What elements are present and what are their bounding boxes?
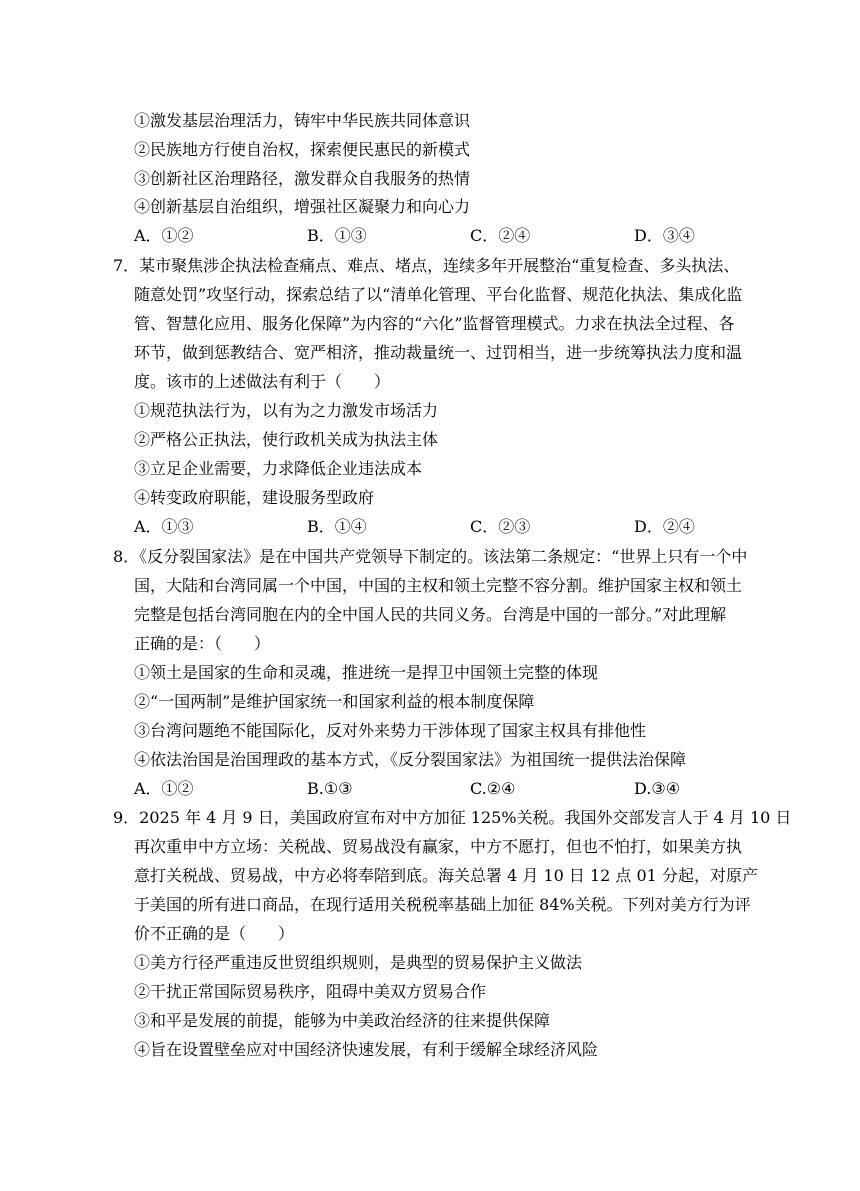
q9-stem-line-4: 于美国的所有进口商品，在现行适用关税税率基础上加征 84%关税。下列对美方行为评 <box>134 895 751 914</box>
q6-option-a: A．①② <box>134 226 194 245</box>
q6-option-c: C．②④ <box>470 226 531 245</box>
q8-stem-line-2: 国，大陆和台湾同属一个中国，中国的主权和领土完整不容分割。维护国家主权和领土 <box>134 576 743 595</box>
q8-item-1: ①领土是国家的生命和灵魂，推进统一是捍卫中国领土完整的体现 <box>134 663 599 682</box>
q9-item-1: ①美方行径严重违反世贸组织规则，是典型的贸易保护主义做法 <box>134 953 583 972</box>
q9-item-2: ②干扰正常国际贸易秩序，阻碍中美双方贸易合作 <box>134 982 487 1001</box>
q7-option-b: B．①④ <box>307 517 367 536</box>
q6-option-d: D．③④ <box>634 226 695 245</box>
q7-item-1: ①规范执法行为，以有为之力激发市场活力 <box>134 401 439 420</box>
q9-item-3: ③和平是发展的前提，能够为中美政治经济的往来提供保障 <box>134 1011 551 1030</box>
q7-item-3: ③立足企业需要，力求降低企业违法成本 <box>134 459 423 478</box>
q7-stem-line-2: 随意处罚”攻坚行动，探索总结了以“清单化管理、平台化监督、规范化执法、集成化监 <box>134 285 743 304</box>
q7-item-2: ②严格公正执法，使行政机关成为执法主体 <box>134 430 439 449</box>
q8-option-b: B.①③ <box>307 779 353 798</box>
q7-item-4: ④转变政府职能，建设服务型政府 <box>134 488 375 507</box>
q9-stem-line-5: 价不正确的是（ ） <box>134 924 295 943</box>
q6-item-4: ④创新基层自治组织，增强社区凝聚力和向心力 <box>134 197 471 216</box>
q7-stem-line-3: 管、智慧化应用、服务化保障”为内容的“六化”监督管理模式。力求在执法全过程、各 <box>134 314 735 333</box>
q9-item-4: ④旨在设置壁垒应对中国经济快速发展，有利于缓解全球经济风险 <box>134 1040 599 1059</box>
q8-option-c: C.②④ <box>470 779 516 798</box>
q8-item-2: ②“一国两制”是维护国家统一和国家利益的根本制度保障 <box>134 692 535 711</box>
q9-stem-line-3: 意打关税战、贸易战，中方必将奉陪到底。海关总署 4 月 10 日 12 点 01 分起，对原产 <box>134 866 758 885</box>
q6-item-1: ①激发基层治理活力，铸牢中华民族共同体意识 <box>134 111 471 130</box>
q8-item-3: ③台湾问题绝不能国际化，反对外来势力干涉体现了国家主权具有排他性 <box>134 721 647 740</box>
q8-option-d: D.③④ <box>634 779 681 798</box>
q7-option-d: D．②④ <box>634 517 695 536</box>
q6-item-2: ②民族地方行使自治权，探索便民惠民的新模式 <box>134 140 471 159</box>
q6-item-3: ③创新社区治理路径，激发群众自我服务的热情 <box>134 169 471 188</box>
q8-stem-line-3: 完整是包括台湾同胞在内的全中国人民的共同义务。台湾是中国的一部分。”对此理解 <box>134 605 727 624</box>
q7-stem-line-5: 度。该市的上述做法有利于（ ） <box>134 372 391 391</box>
q8-stem-line-4: 正确的是：（ ） <box>134 634 271 653</box>
q8-option-a: A．①② <box>134 779 194 798</box>
q9-stem-line-2: 再次重申中方立场：关税战、贸易战没有赢家，中方不愿打，但也不怕打，如果美方执 <box>134 837 743 856</box>
q8-item-4: ④依法治国是治国理政的基本方式，《反分裂国家法》为祖国统一提供法治保障 <box>134 750 687 769</box>
q7-stem-line-4: 环节，做到惩教结合、宽严相济，推动裁量统一、过罚相当，进一步统筹执法力度和温 <box>134 343 743 362</box>
q7-stem-line-1: 7．某市聚焦涉企执法检查痛点、难点、堵点，连续多年开展整治“重复检查、多头执法、 <box>113 256 740 275</box>
q8-stem-line-1: 8．《反分裂国家法》是在中国共产党领导下制定的。该法第二条规定：“世界上只有一个中 <box>113 547 748 566</box>
q7-option-a: A．①③ <box>134 517 194 536</box>
q6-option-b: B．①③ <box>307 226 367 245</box>
q7-option-c: C．②③ <box>470 517 531 536</box>
q9-stem-line-1: 9．2025 年 4 月 9 日，美国政府宣布对中方加征 125%关税。我国外交部发言人于 4 月 10 日 <box>113 808 792 827</box>
